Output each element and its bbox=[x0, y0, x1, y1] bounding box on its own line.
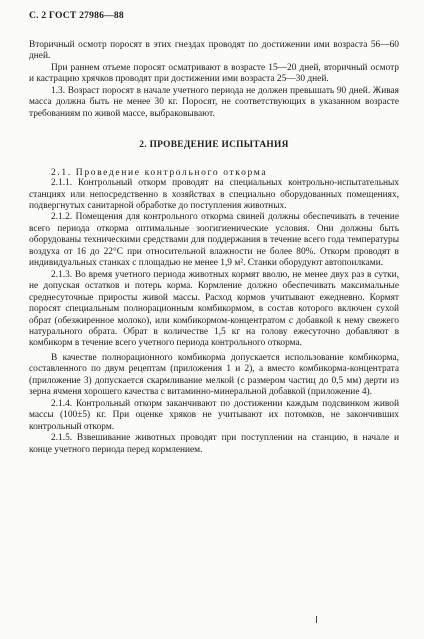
page-header: С. 2 ГОСТ 27986—88 bbox=[29, 10, 124, 21]
subsection-heading: 2.1. Проведение контрольного откорма bbox=[51, 166, 268, 178]
paragraph: Вторичный осмотр поросят в этих гнездах проводят по достижении ими возраста 56—60 дней. bbox=[29, 40, 399, 62]
paragraph: 2.1.2. Помещения для контрольного откорма свиней должны обеспечивать в течение всего периода откорма оптимальные зоогигиенические условия. Они должны быть оборудованы техническими средствами для поддержания в течение всего года температуры воздуха от 16 до 22°С при относительной влажности не более 80%. Откорм проводят в индивидуальных станках с площадью не менее 1,9 м². Станки оборудуют автопоилками. bbox=[29, 212, 399, 269]
document-body bbox=[29, 40, 399, 456]
paragraph: 2.1.3. Во время учетного периода животных кормят вволю, не менее двух раз в сутки, не допуская остатков и потерь корма. Кормление должно обеспечивать максимальные среднесуточные приросты живой массы. Расход кормов учитывают ежедневно. Кормят поросят специальным полнорационным комбикормом, в состав которого включен сухой обрат (обезжиренное молоко), или комбикормом-концентратом с добавкой к нему свежего натурального обрата. Обрат в количестве 1,5 кг на голову ежесуточно добавляют в комбикорм в течение всего учетного периода контрольного откорма. bbox=[29, 269, 399, 349]
paragraph: 1.3. Возраст поросят в начале учетного периода не должен превышать 90 дней. Живая масса должна быть не менее 30 кг. Поросят, не соответствующих в указанном возрасте требованиям по живой массе, выбраковывают. bbox=[29, 85, 399, 119]
paragraph: 2.1.5. Взвешивание животных проводят при поступлении на станцию, в начале и конце учетного периода перед кормлением. bbox=[29, 433, 399, 455]
paragraph: При раннем отъеме поросят осматривают в возрасте 15—20 дней, вторичный осмотр и кастрацию хрячков проводят при достижении ими возраста 25—30 дней. bbox=[29, 62, 399, 85]
scan-mark bbox=[316, 616, 317, 623]
paragraph: В качестве полнорационного комбикорма допускается использование комбикорма, составленного по двум рецептам (приложения 1 и 2), а вместо комбикорма-концентрата (приложение 3) допускается скармливание мелкой (с размером частиц до 0,5 мм) дерти из зерна ячменя хорошего качества с витаминно-минеральной добавкой (приложение 4). bbox=[29, 352, 399, 398]
paragraph: 2.1.4. Контрольный откорм заканчивают по достижении каждым подсвинком живой массы (100±5) кг. При оценке хряков не учитывают их потомков, не закончивших контрольный откорм. bbox=[29, 398, 399, 432]
section-heading: 2. ПРОВЕДЕНИЕ ИСПЫТАНИЯ bbox=[139, 140, 289, 151]
paragraph: 2.1.1. Контрольный откорм проводят на специальных контрольно-испытательных станциях или непосредственно в хозяйствах в специально оборудованных помещениях, подвергнутых санитарной обработке до поступления животных. bbox=[29, 178, 399, 211]
